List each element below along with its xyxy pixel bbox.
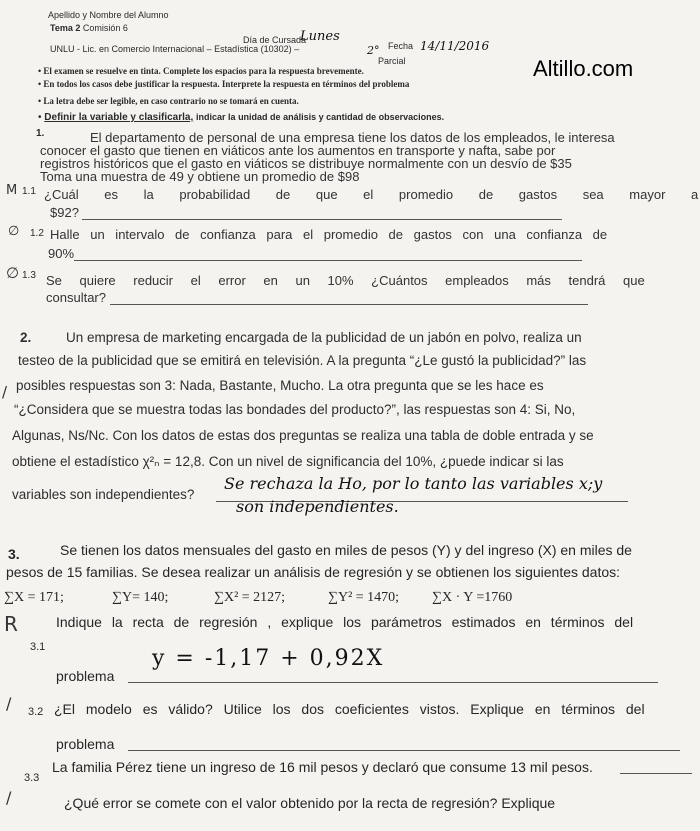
q1-number: 1.	[36, 128, 45, 139]
comision-label: Comisión 6	[82, 23, 128, 33]
dia-label: Día de Cursada	[243, 35, 307, 45]
q3-1-number: 3.1	[30, 641, 46, 653]
q1-1-text: ¿Cuál es la probabilidad de que el promedio de gastos sea mayor a	[44, 187, 699, 202]
rule-2: • En todos los casos debe justificar la respuesta. Interprete la respuesta en términos del problema	[38, 79, 410, 89]
course-line: UNLU - Lic. en Comercio Internacional – Estadística (10302) –	[50, 44, 300, 54]
fecha-label: Fecha	[388, 41, 414, 51]
parcial-number: 2°	[367, 44, 380, 57]
q3-2-margin-mark: /	[6, 694, 12, 713]
q1-3-margin-mark: ∅	[6, 264, 20, 282]
q2-number: 2.	[20, 330, 32, 345]
q2-text-line: variables son independientes?	[12, 487, 195, 502]
q2-text-line: Un empresa de marketing encargada de la publicidad de un jabón en polvo, realiza un	[66, 330, 582, 345]
sum-x: ∑X = 171;	[4, 590, 64, 605]
q2-text-line: obtiene el estadístico χ²ₙ = 12,8. Con un nivel de significancia del 10%, ¿puede indicar si las	[12, 454, 564, 469]
q3-1-answer-line	[128, 682, 658, 683]
q3-1-text-cont: problema	[56, 668, 115, 684]
q1-2-number: 1.2	[30, 228, 44, 239]
altillo-watermark: Altillo.com	[533, 56, 634, 81]
q1-2-margin-mark: ∅	[8, 224, 20, 239]
q2-handwritten-answer-cont: son independientes.	[236, 497, 399, 516]
q3-3-number: 3.3	[24, 772, 40, 784]
student-name-label: Apellido y Nombre del Alumno	[48, 10, 169, 20]
q3-3-text: La familia Pérez tiene un ingreso de 16 mil pesos y declaró que consume 13 mil pesos.	[52, 759, 593, 775]
q1-text-line: registros históricos que el gasto en viáticos se distribuye normalmente con un desvío de $35	[40, 156, 572, 171]
q1-text-line: El departamento de personal de una empresa tiene los datos de los empleados, le interesa	[90, 130, 615, 145]
q2-text-line: posibles respuestas son 3: Nada, Bastante, Mucho. La otra pregunta que se les hace es	[16, 378, 544, 393]
tema-line	[50, 23, 128, 33]
rule-3: • La letra debe ser legible, en caso contrario no se tomará en cuenta.	[38, 96, 299, 106]
q2-text-line: “¿Considera que se muestra todas las bondades del producto?”, las respuestas son 4: Si, No,	[14, 402, 576, 417]
q3-2-number: 3.2	[28, 706, 44, 718]
q3-2-text: ¿El modelo es válido? Utilice los dos coeficientes vistos. Explique en términos del	[54, 701, 645, 717]
q1-1-number: 1.1	[22, 186, 36, 197]
sum-xy: ∑X · Y =1760	[432, 590, 513, 605]
sum-y: ∑Y= 140;	[112, 590, 169, 605]
q3-3-text-cont: ¿Qué error se comete con el valor obtenido por la recta de regresión? Explique	[64, 795, 556, 811]
q1-1-answer-line	[82, 219, 562, 220]
q3-1-handwritten-answer: y = -1,17 + 0,92X	[152, 646, 385, 671]
q3-text-line: Se tienen los datos mensuales del gasto en miles de pesos (Y) y del ingreso (X) en miles de	[60, 542, 632, 558]
q3-number: 3.	[8, 546, 20, 562]
q3-text-line: pesos de 15 familias. Se desea realizar un análisis de regresión y se obtienen los siguientes datos:	[6, 564, 621, 580]
q2-text-line: testeo de la publicidad que se emitirá en televisión. A la pregunta “¿Le gustó la publicidad?” las	[18, 353, 587, 368]
rule-4-rest: indicar la unidad de análisis y cantidad de observaciones.	[196, 112, 445, 122]
rule-4-strong: Definir la variable y clasificarla,	[44, 112, 194, 123]
q3-2-answer-line	[128, 750, 680, 751]
q1-3-text-cont: consultar?	[46, 290, 106, 305]
rule-4: • Definir la variable y clasificarla, indicar la unidad de análisis y cantidad de observaciones.	[38, 112, 445, 123]
q2-handwritten-answer: Se rechaza la Ho, por lo tanto las variables x;y	[224, 474, 603, 493]
q3-1-text: Indique la recta de regresión , explique los parámetros estimados en términos del	[56, 614, 634, 630]
q3-3-margin-mark: /	[6, 788, 12, 807]
sum-x-squared: ∑X² = 2127;	[214, 590, 286, 605]
q1-2-text-cont: 90%	[48, 246, 75, 261]
dia-value: Lunes	[300, 29, 340, 44]
parcial-label: Parcial	[378, 56, 406, 66]
q1-1-margin-mark: M	[6, 183, 18, 198]
q1-2-answer-line	[74, 260, 582, 261]
q2-text-line: Algunas, Ns/Nc. Con los datos de estas dos preguntas se realiza una tabla de doble entrada y se	[12, 428, 594, 443]
q1-3-number: 1.3	[22, 270, 36, 281]
q3-1-margin-mark: R	[4, 612, 18, 636]
q1-3-answer-line	[110, 304, 588, 305]
q1-2-text: Halle un intervalo de confianza para el promedio de gastos con una confianza de	[50, 227, 608, 242]
q3-2-text-cont: problema	[56, 736, 115, 752]
q2-margin-mark: /	[2, 383, 8, 401]
q1-text-line: Toma una muestra de 49 y obtiene un promedio de $98	[40, 169, 360, 184]
fecha-value: 14/11/2016	[420, 39, 490, 53]
q1-1-text-cont: $92?	[50, 205, 79, 220]
q3-3-answer-line	[620, 773, 692, 774]
rule-1: • El examen se resuelve en tinta. Complete los espacios para la respuesta brevemente.	[38, 66, 364, 76]
tema-label: Tema 2	[50, 23, 81, 33]
sum-y-squared: ∑Y² = 1470;	[328, 590, 400, 605]
q1-3-text: Se quiere reducir el error en un 10% ¿Cuántos empleados más tendrá que	[46, 273, 645, 288]
q1-text-line: conocer el gasto que tienen en viáticos ante los aumentos en transporte y nafta, sabe por	[40, 143, 556, 158]
